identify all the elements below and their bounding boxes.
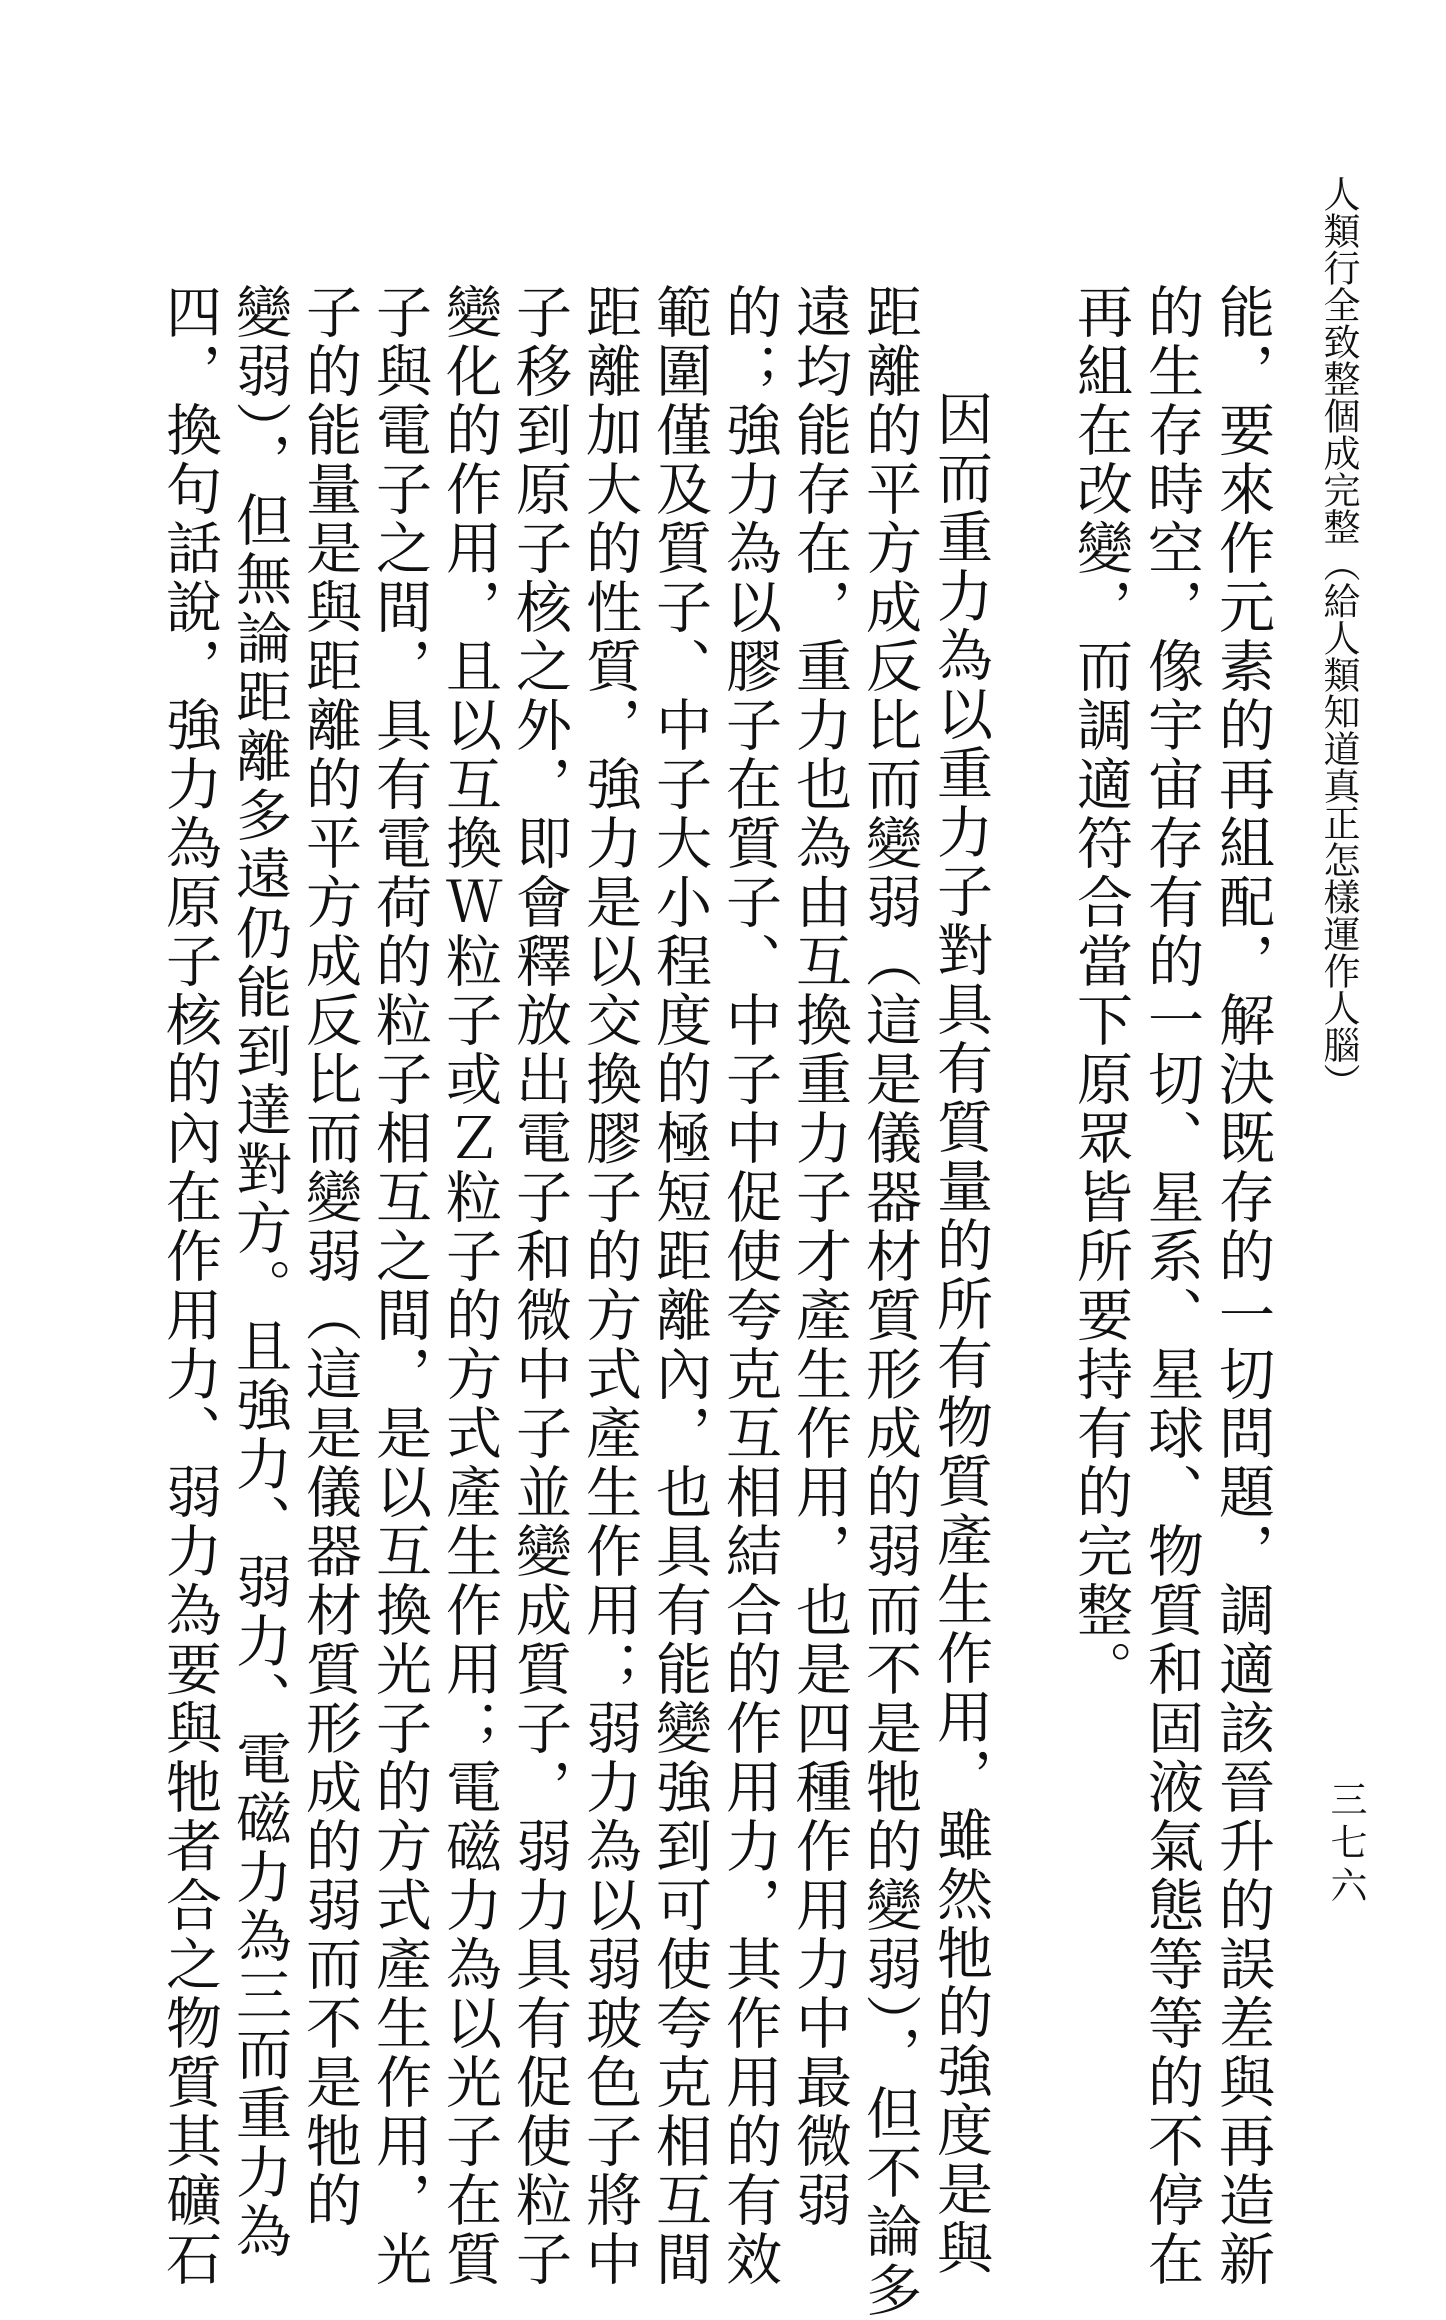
text-line: 的生存時空，像宇宙存有的一切、星系、星球、物質和固液氣態等等的不停在 <box>1139 283 1204 2289</box>
text-line: 再組在改變，而調適符合當下原眾皆所要持有的完整。 <box>1068 283 1133 1699</box>
text-line: 四，換句話說，強力為原子核的內在作用力、弱力為要與牠者合之物質其礦石 <box>157 283 222 2289</box>
text-line: 子的能量是與距離的平方成反比而變弱（這是儀器材質形成的弱而不是牠的 <box>297 283 362 2230</box>
text-line: 遠均能存在，重力也為由互換重力子才產生作用，也是四種作用力中最微弱 <box>787 283 852 2230</box>
text-line: 距離的平方成反比而變弱（這是儀器材質形成的弱而不是牠的變弱），但不論多 <box>857 283 922 2320</box>
text-line: 變弱），但無論距離多遠仍能到達對方。且強力、弱力、電磁力為三而重力為 <box>227 283 292 2261</box>
text-line: 距離加大的性質，強力是以交換膠子的方式產生作用；弱力為以弱玻色子將中 <box>577 283 642 2289</box>
text-line: 的；強力為以膠子在質子、中子中促使夸克互相結合的作用力，其作用的有效 <box>717 283 782 2289</box>
running-header: 人類行全致整個成完整（給人類知道真正怎樣運作人腦） <box>1317 175 1360 1100</box>
text-line: 範圍僅及質子、中子大小程度的極短距離內，也具有能變強到可使夸克相互間 <box>647 283 712 2289</box>
text-line: 子移到原子核之外，即會釋放出電子和微中子並變成質子，弱力具有促使粒子 <box>507 283 572 2289</box>
text-line: 因而重力為以重力子對具有質量的所有物質產生作用，雖然牠的強度是與 <box>928 390 993 2278</box>
page-number: 三七六 <box>1324 1780 1367 1909</box>
text-line: 子與電子之間，具有電荷的粒子相互之間，是以互換光子的方式產生作用，光 <box>367 283 432 2289</box>
text-line: 能，要來作元素的再組配，解決既存的一切問題，調適該晉升的誤差與再造新 <box>1210 283 1275 2289</box>
text-line: 變化的作用，且以互換Ｗ粒子或Ｚ粒子的方式產生作用；電磁力為以光子在質 <box>437 283 502 2289</box>
